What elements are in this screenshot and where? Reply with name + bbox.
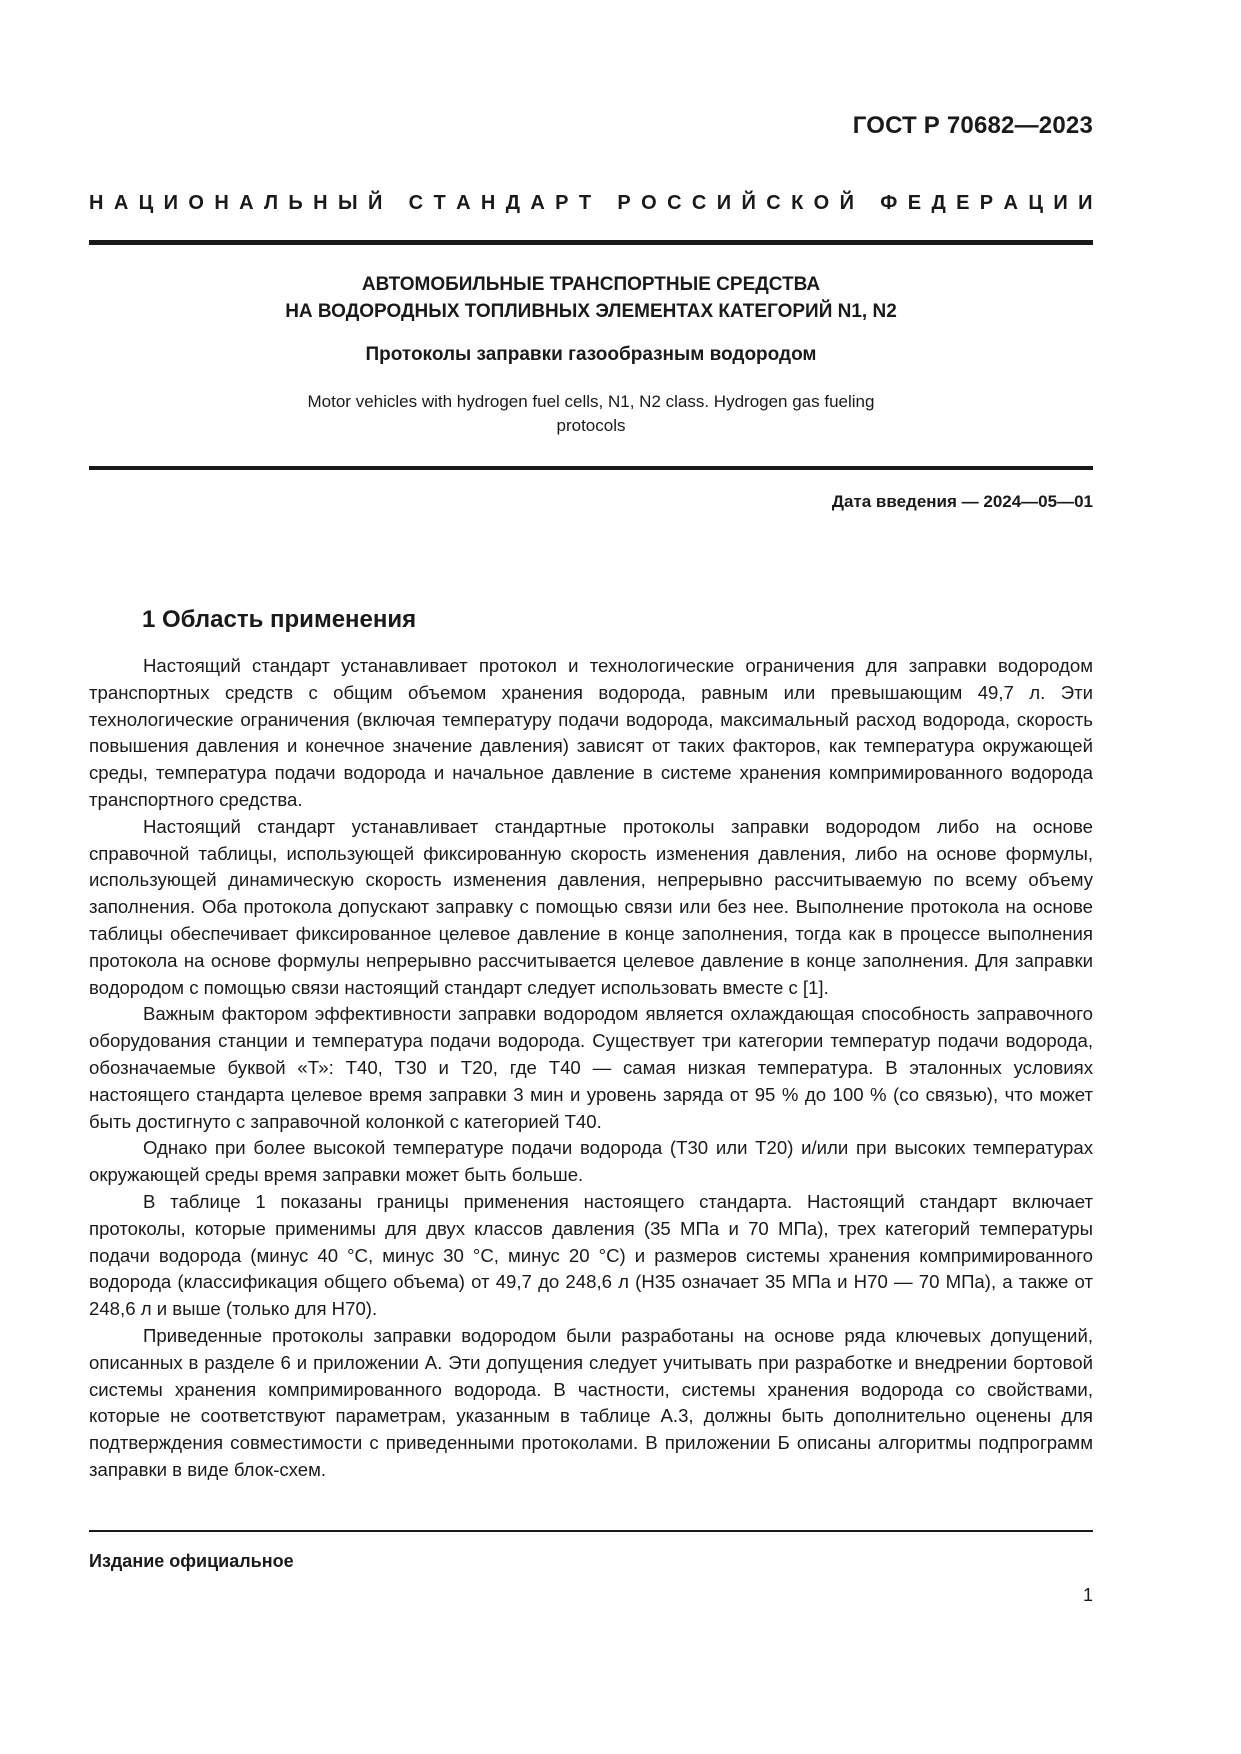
banner-letter: Т: [578, 192, 592, 214]
banner-letter: А: [1003, 192, 1018, 214]
banner-letter: Ф: [880, 192, 898, 214]
banner-letter: Н: [480, 192, 496, 214]
banner-letter: Ц: [138, 192, 154, 214]
banner-letter: С: [691, 192, 707, 214]
title-divider: [89, 466, 1093, 470]
banner-letter: Н: [214, 192, 229, 214]
banner-letter: О: [188, 192, 204, 214]
banner-space: [393, 192, 399, 215]
document-subtitle: Протоколы заправки газообразным водородом: [365, 344, 817, 365]
banner-letter: Н: [89, 192, 104, 214]
document-title: [89, 271, 1093, 325]
banner-letter: И: [716, 192, 732, 214]
banner-letter: Н: [313, 192, 328, 214]
banner-letter: Е: [907, 192, 922, 214]
banner-letter: О: [641, 192, 657, 214]
banner-letter: А: [239, 192, 254, 214]
banner-letter: Т: [433, 192, 446, 214]
banner-letter: Д: [931, 192, 946, 214]
banner-letter: Й: [367, 192, 383, 214]
banner-letter: К: [791, 192, 804, 214]
banner-letter: А: [530, 192, 545, 214]
banner-letter: Ц: [1028, 192, 1043, 214]
banner-letter: Д: [505, 192, 520, 214]
paragraph: Однако при более высокой температуре подачи водорода (Т30 или Т20) и/или при высоких температурах окружающей среды время заправки может быть больше.: [89, 1137, 1093, 1186]
banner-space: [601, 192, 607, 215]
national-standard-banner: [89, 192, 1093, 215]
footer-divider: [89, 1530, 1093, 1532]
banner-letter: Л: [263, 192, 279, 214]
introduction-date: Дата введения — 2024—05—01: [831, 492, 1093, 511]
banner-letter: Й: [839, 192, 854, 214]
english-title-line-2: protocols: [556, 416, 626, 435]
banner-letter: Ы: [337, 192, 358, 214]
paragraph: Приведенные протоколы заправки водородом были разработаны на основе ряда ключевых допущений, описанных в разделе 6 и приложении А. Эти допущения следует учитывать при разработке и внедрении бортовой системы хранения компримированного водорода. В частности, системы хранения водорода со свойствами, которые не соответствуют параметрам, указанным в таблице А.3, должны быть дополнительно оценены для подтверждения совместимости с приведенными протоколами. В приложении Б описаны алгоритмы подпрограмм заправки в виде блок-схем.: [89, 1324, 1093, 1480]
english-title: [260, 390, 922, 438]
banner-letter: А: [456, 192, 471, 214]
banner-letter: О: [813, 192, 830, 214]
title-line-1: АВТОМОБИЛЬНЫЕ ТРАНСПОРТНЫЕ СРЕДСТВА: [361, 274, 821, 295]
paragraph: Настоящий стандарт устанавливает стандартные протоколы заправки водородом либо на основе справочной таблицы, использующей фиксированную скорость изменения давления, либо на основе формулы, использующей динамическую скорость изменения давления, непрерывно рассчитываемую по всему объему заполнения. Оба протокола допускают заправку с помощью связи или без нее. Выполнение протокола на основе таблицы обеспечивает фиксированное целевое давление в конце заполнения, тогда как в процессе выполнения протокола на основе формулы непрерывно рассчитывается целевое давление в конце заполнения. Для заправки водородом с помощью связи настоящий стандарт следует использовать вместе с [1].: [89, 815, 1093, 998]
section-heading: 1 Область применения: [142, 606, 417, 633]
paragraph: Настоящий стандарт устанавливает протокол и технологические ограничения для заправки водородом транспортных средств с общим объемом хранения водорода, равным или превышающим 49,7 л. Эти технологические ограничения (включая температуру подачи водорода, максимальный расход водорода, скорость повышения давления и конечное значение давления) зависят от таких факторов, как температура окружающей среды, температура подачи водорода и начальное давление в системе хранения компримированного водорода транспортного средства.: [89, 655, 1093, 810]
page-number: 1: [1082, 1585, 1093, 1605]
banner-letter: Р: [617, 192, 631, 214]
english-title-line-1: Motor vehicles with hydrogen fuel cells, N1, N2 class. Hydrogen gas fueling: [307, 392, 875, 411]
banner-letter: Р: [979, 192, 994, 214]
banner-letter: А: [113, 192, 129, 214]
banner-letter: Ь: [288, 192, 303, 214]
section-body: [89, 653, 1093, 1484]
banner-letter: И: [163, 192, 179, 214]
banner-letter: С: [667, 192, 682, 214]
banner-letter: И: [1053, 192, 1068, 214]
paragraph: В таблице 1 показаны границы применения настоящего стандарта. Настоящий стандарт включает протоколы, которые применимы для двух классов давления (35 МПа и 70 МПа), трех категорий температуры подачи водорода (минус 40 °С, минус 30 °С, минус 20 °С) и размеров системы хранения компримированного водорода (классификация общего объема) от 49,7 до 248,6 л (Н35 означает 35 МПа и Н70 — 70 МПа), а также от 248,6 л и выше (только для Н70).: [89, 1190, 1093, 1320]
banner-letter: Й: [741, 192, 756, 214]
banner-letter: Р: [555, 192, 569, 214]
banner-letter: И: [1078, 192, 1093, 214]
header-divider: [89, 240, 1093, 245]
banner-letter: С: [408, 192, 424, 214]
paragraph: Важным фактором эффективности заправки водородом является охлаждающая способность заправочного оборудования станции и температура подачи водорода. Существует три категории температур подачи водорода, обозначаемые буквой «Т»: Т40, Т30 и Т20, где Т40 — самая низкая температура. В эталонных условиях настоящего стандарта целевое время заправки 3 мин и уровень заряда от 95 % до 100 % (со связью), что может быть достигнуто с заправочной колонкой с категорией Т40.: [89, 1003, 1093, 1132]
official-edition-label: Издание официальное: [89, 1551, 294, 1571]
document-number: ГОСТ Р 70682—2023: [852, 112, 1093, 139]
banner-letter: Е: [956, 192, 970, 214]
banner-space: [864, 192, 870, 215]
banner-letter: С: [766, 192, 781, 214]
title-line-2: НА ВОДОРОДНЫХ ТОПЛИВНЫХ ЭЛЕМЕНТАХ КАТЕГОРИЙ N1, N2: [285, 301, 897, 322]
